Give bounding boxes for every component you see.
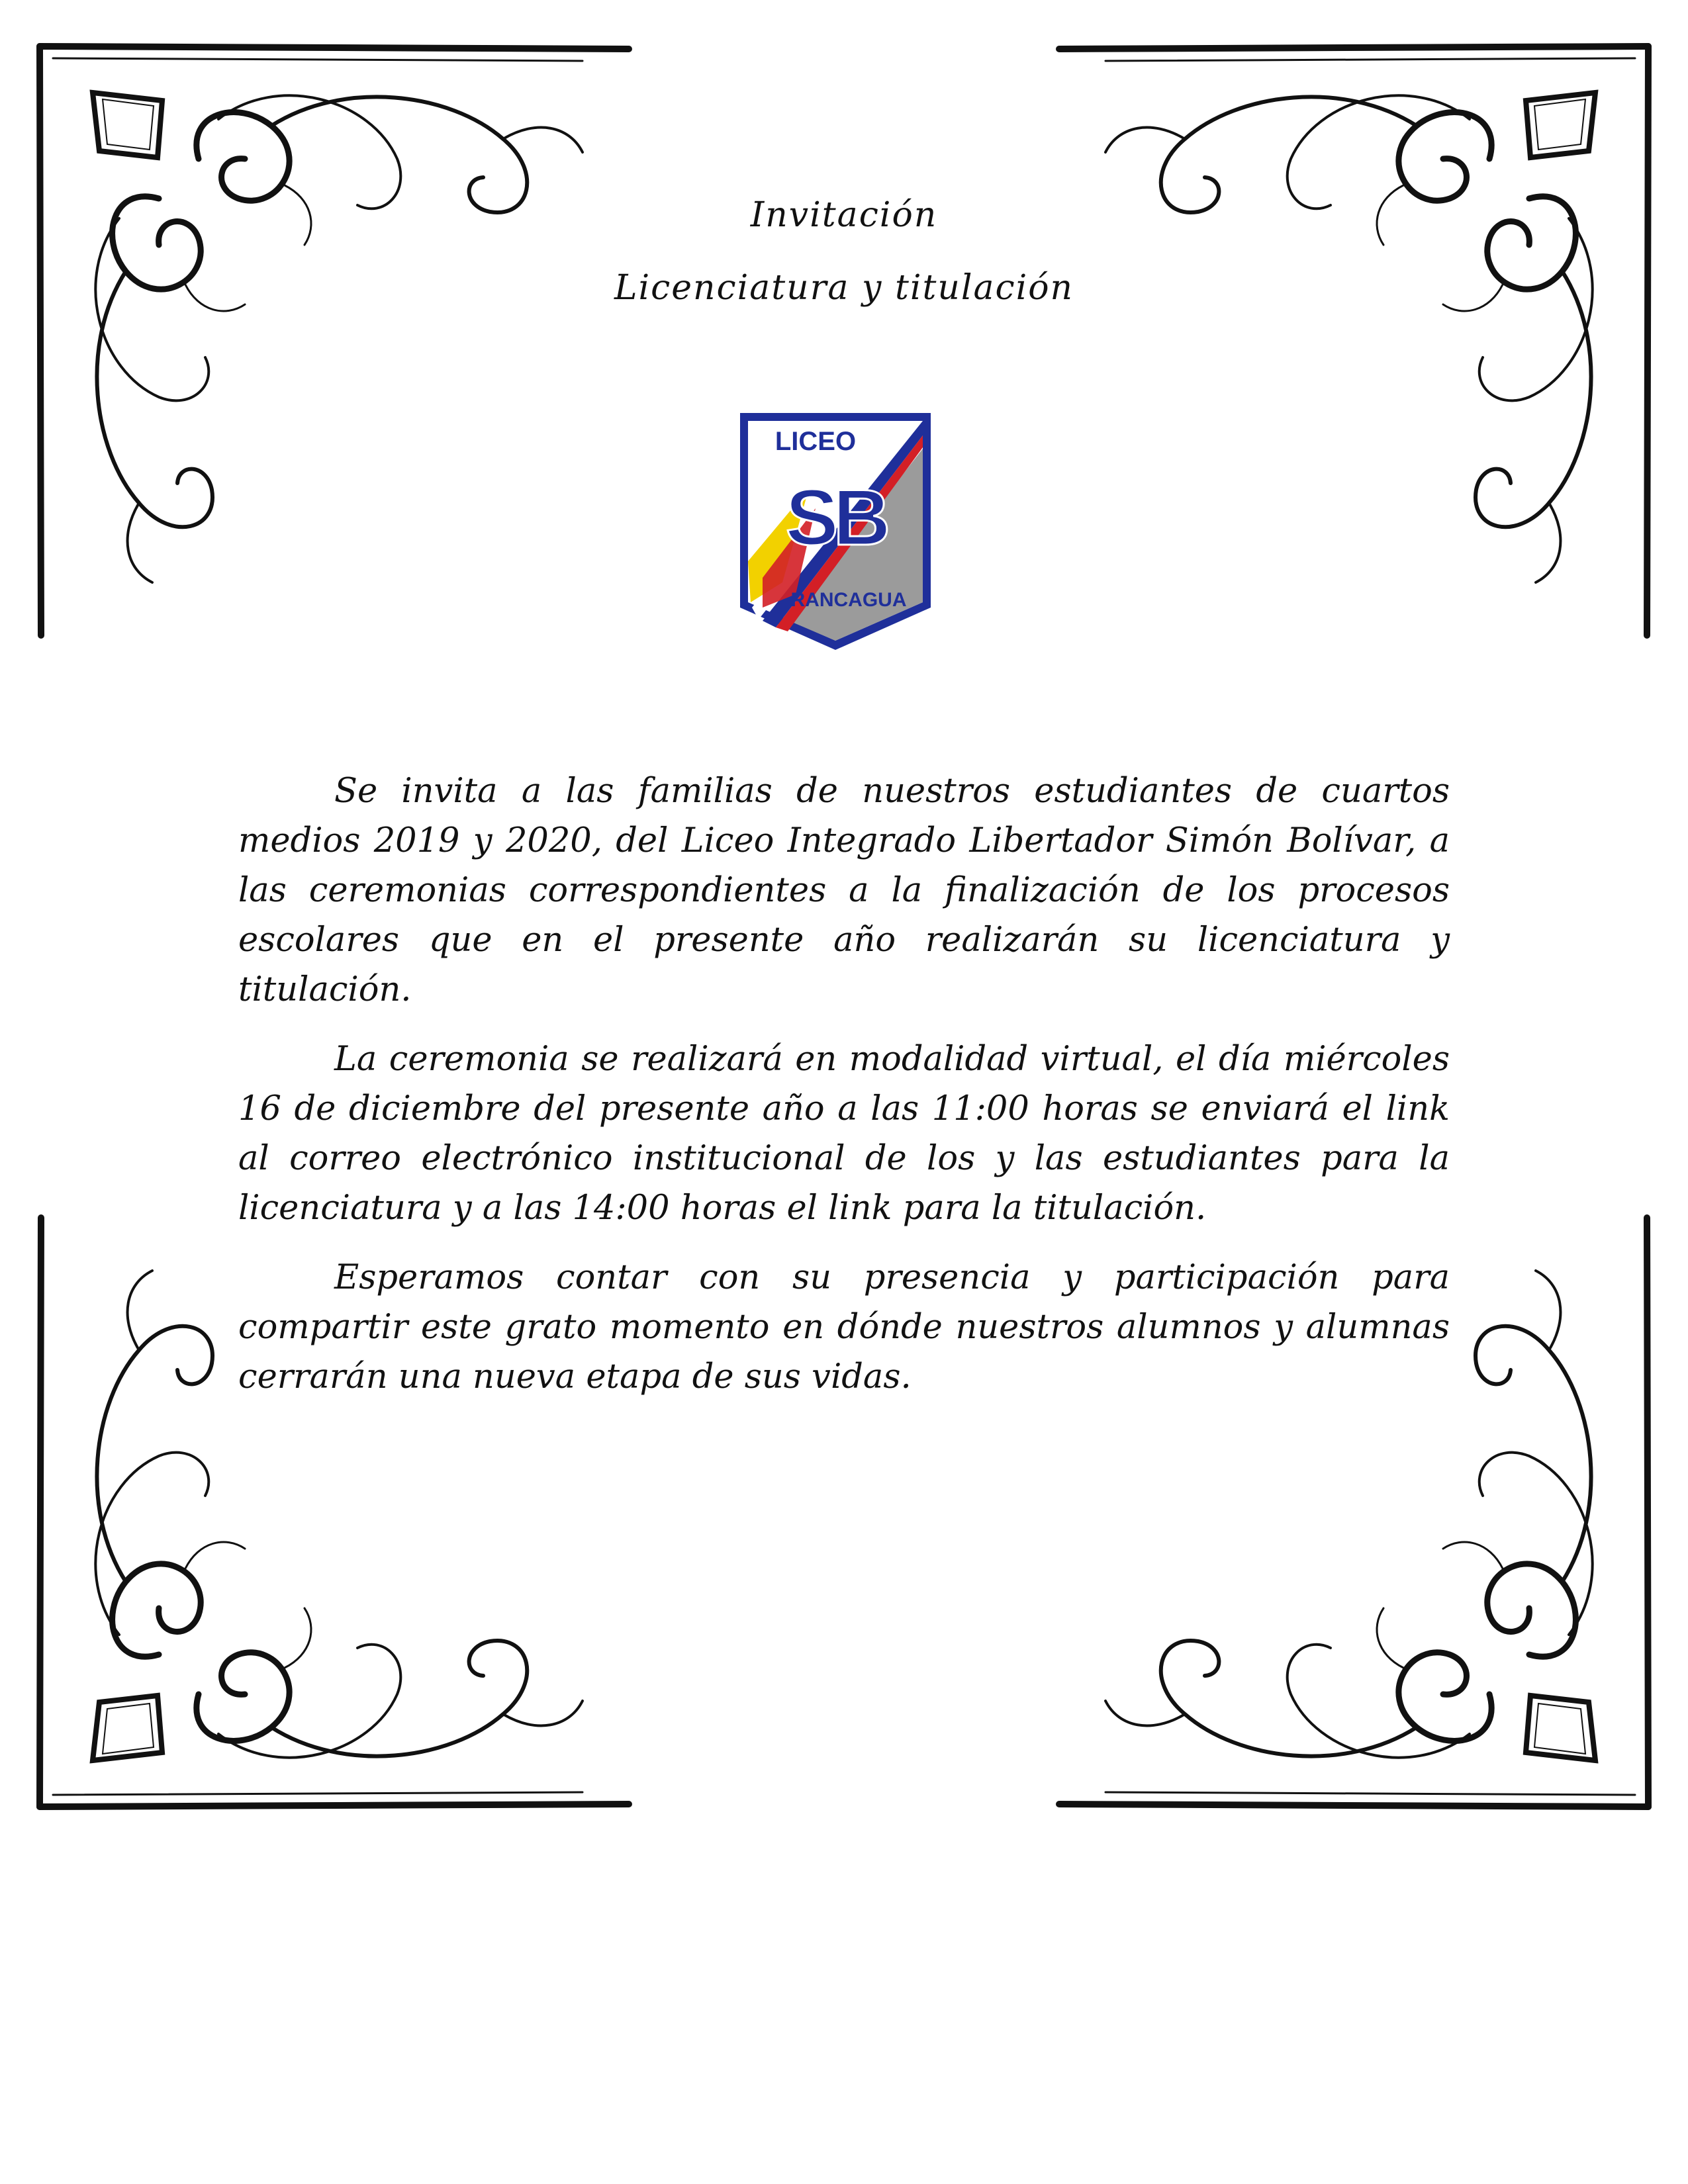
invitation-title: Invitación [750, 195, 938, 235]
crest-top-text: LICEO [774, 427, 857, 456]
paragraph-closing: Esperamos contar con su presencia y participación para compartir este grato momento en dónde nuestros alumnos y alumnas cerrarán una nueva etapa de sus vidas. [238, 1258, 1450, 1396]
school-crest-logo [736, 409, 935, 654]
frame-corner-top-left [40, 46, 629, 635]
invitation-subtitle: Licenciatura y titulación [614, 268, 1074, 308]
paragraph-invitation: Se invita a las familias de nuestros estudiantes de cuartos medios 2019 y 2020, del Liceo Integrado Libertador Simón Bolívar, a las ceremonias correspondientes a la finalización de los procesos escolares que en el presente año realizarán su licenciatura y titulación. [238, 772, 1450, 1009]
frame-corner-top-right [1059, 46, 1648, 635]
crest-monogram: SB [785, 473, 886, 562]
invitation-body [238, 766, 1450, 1422]
paragraph-ceremony-details: La ceremonia se realizará en modalidad virtual, el día miércoles 16 de diciembre del presente año a las 11:00 horas se enviará el link al correo electrónico institucional de los y las estudiantes para la licenciatura y a las 14:00 horas el link para la titulación. [238, 1040, 1450, 1228]
crest-bottom-text: RANCAGUA [790, 589, 907, 611]
